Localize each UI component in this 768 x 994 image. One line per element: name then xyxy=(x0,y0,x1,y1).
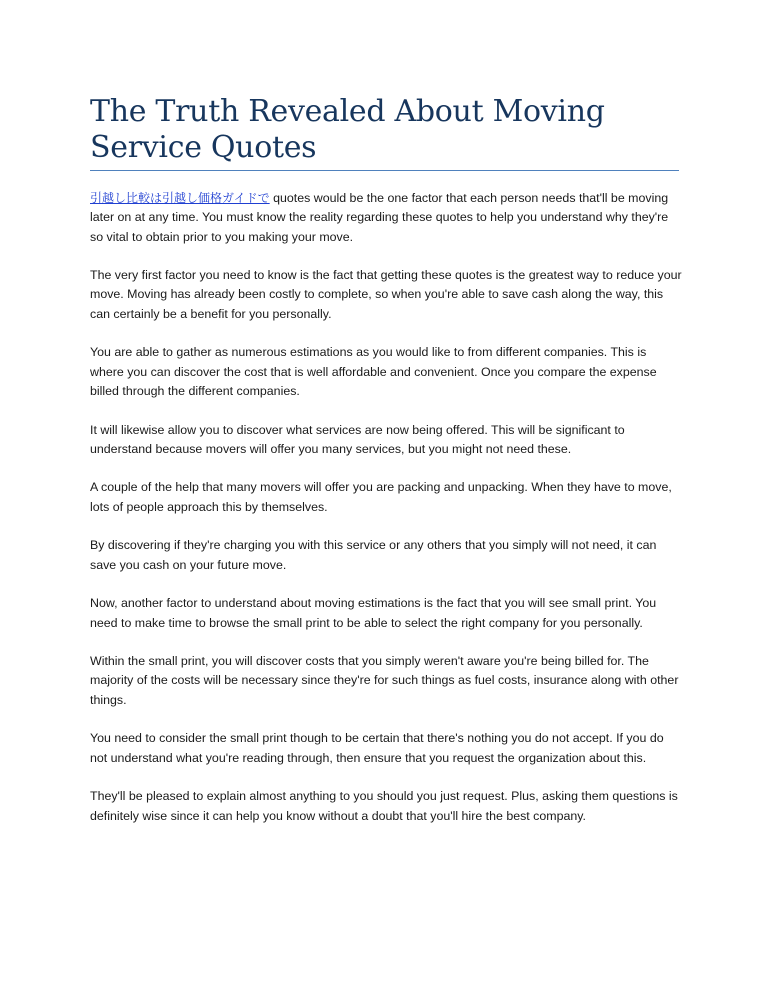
paragraph: It will likewise allow you to discover what services are now being offered. This will be significant to understand because movers will offer you many services, but you might not need these. xyxy=(90,422,625,456)
paragraph: Now, another factor to understand about moving estimations is the fact that you will see small print. You need to make time to browse the small print to be able to select the right company for you personally. xyxy=(90,596,657,630)
intro-link[interactable]: 引越し比較は引越し価格ガイドで xyxy=(90,191,270,205)
paragraph: A couple of the help that many movers will offer you are packing and unpacking. When they have to move, lots of people approach this by themselves. xyxy=(90,480,672,514)
paragraph: They'll be pleased to explain almost anything to you should you just request. Plus, asking them questions is definitely wise since it can help you know without a doubt that you'll hire the best company. xyxy=(90,789,678,823)
paragraph: Within the small print, you will discover costs that you simply weren't aware you're being billed for. The majority of the costs will be necessary since they're for such things as fuel costs, insurance along with other things. xyxy=(90,654,679,707)
paragraph: By discovering if they're charging you with this service or any others that you simply will not need, it can save you cash on your future move. xyxy=(90,538,657,572)
document-body xyxy=(90,189,682,845)
title-underline-divider xyxy=(90,170,679,171)
intro-paragraph xyxy=(90,189,682,247)
paragraph: You need to consider the small print though to be certain that there's nothing you do not accept. If you do not understand what you're reading through, then ensure that you request the organization about this. xyxy=(90,731,664,765)
paragraph: You are able to gather as numerous estimations as you would like to from different companies. This is where you can discover the cost that is well affordable and convenient. Once you compare the expense billed through the different companies. xyxy=(90,345,657,398)
intro-text: quotes would be the one factor that each person needs that'll be moving later on at any time. You must know the reality regarding these quotes to help you understand why they're so vital to obtain prior to you making your move. xyxy=(90,191,669,244)
document-title: The Truth Revealed About Moving Service Quotes xyxy=(90,94,605,165)
paragraph: The very first factor you need to know is the fact that getting these quotes is the greatest way to reduce your move. Moving has already been costly to complete, so when you're able to save cash along the way, this can certainly be a benefit for you personally. xyxy=(90,268,682,321)
